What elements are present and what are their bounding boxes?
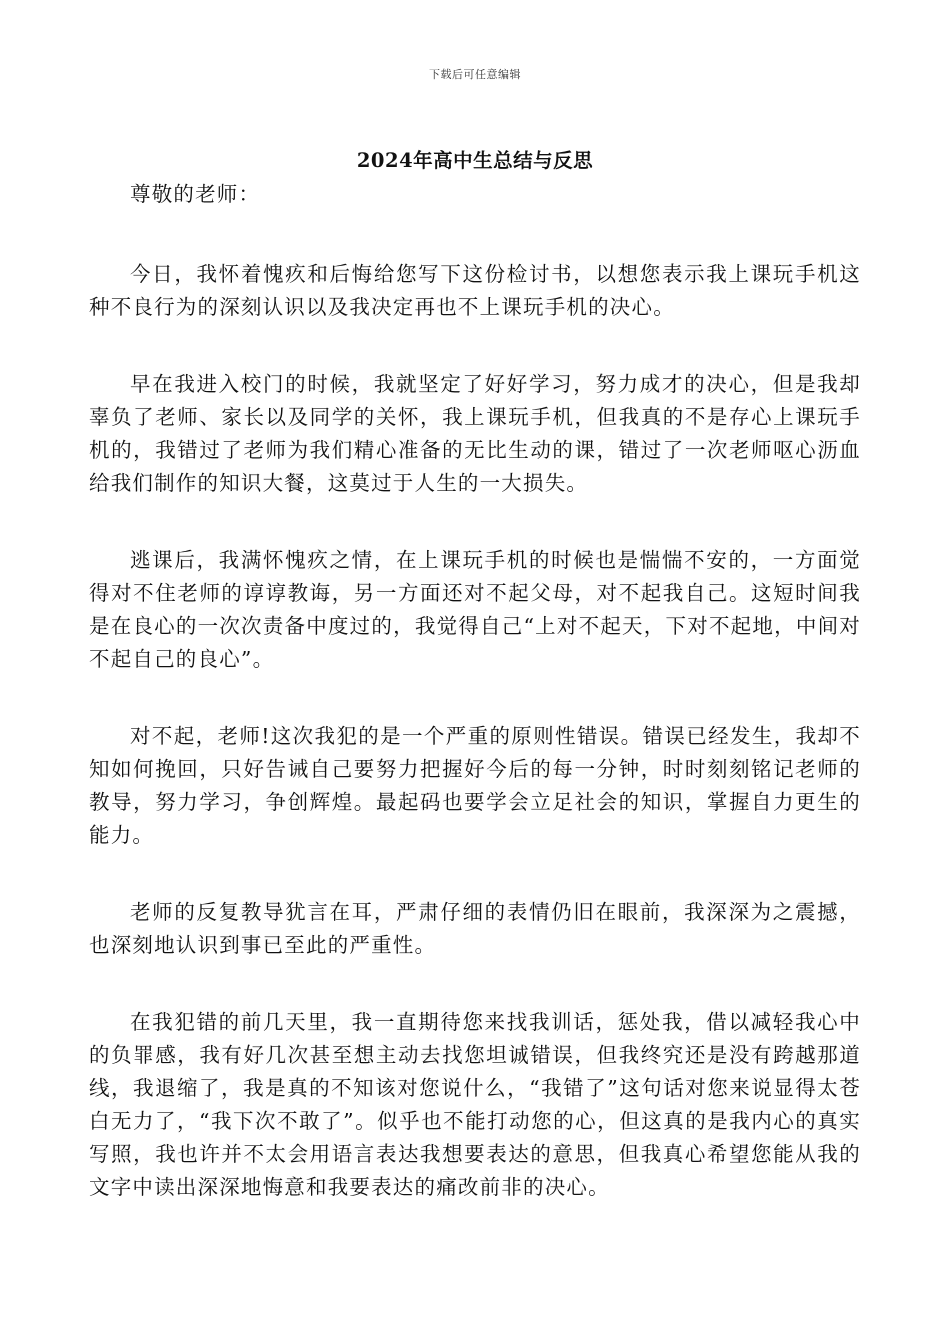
paragraph-1: 今日，我怀着愧疚和后悔给您写下这份检讨书，以想您表示我上课玩手机这种不良行为的深刻认识以及我决定再也不上课玩手机的决心。 [89,262,861,319]
paragraph-4: 对不起，老师!这次我犯的是一个严重的原则性错误。错误已经发生，我却不知如何挽回，只好告诫自己要努力把握好今后的每一分钟，时时刻刻铭记老师的教导，努力学习，争创辉煌。最起码也要学会立足社会的知识，掌握自力更生的能力。 [89,724,861,847]
paragraph-2: 早在我进入校门的时候，我就坚定了好好学习，努力成才的决心，但是我却辜负了老师、家长以及同学的关怀，我上课玩手机，但我真的不是存心上课玩手机的，我错过了老师为我们精心准备的无比生动的课，错过了一次老师呕心沥血给我们制作的知识大餐，这莫过于人生的一大损失。 [89,372,861,495]
salutation: 尊敬的老师： [130,182,261,206]
document-title: 2024年高中生总结与反思 [356,149,594,172]
paragraph-5: 老师的反复教导犹言在耳，严肃仔细的表情仍旧在眼前，我深深为之震撼，也深刻地认识到事已至此的严重性。 [89,900,861,957]
paragraph-6: 在我犯错的前几天里，我一直期待您来找我训话，惩处我，借以减轻我心中的负罪感，我有好几次甚至想主动去找您坦诚错误，但我终究还是没有跨越那道线，我退缩了，我是真的不知该对您说什么，“我错了”这句话对您来说显得太苍白无力了，“我下次不敢了”。似乎也不能打动您的心，但这真的是我内心的真实写照，我也许并不太会用语言表达我想要表达的意思，但我真心希望您能从我的文字中读出深深地悔意和我要表达的痛改前非的决心。 [89,1010,861,1199]
header-note: 下载后可任意编辑 [429,68,521,81]
paragraph-3: 逃课后，我满怀愧疚之情，在上课玩手机的时候也是惴惴不安的，一方面觉得对不住老师的谆谆教诲，另一方面还对不起父母，对不起我自己。这短时间我是在良心的一次次责备中度过的，我觉得自己“上对不起天，下对不起地，中间对不起自己的良心”。 [89,548,861,671]
document-body [89,178,861,1248]
